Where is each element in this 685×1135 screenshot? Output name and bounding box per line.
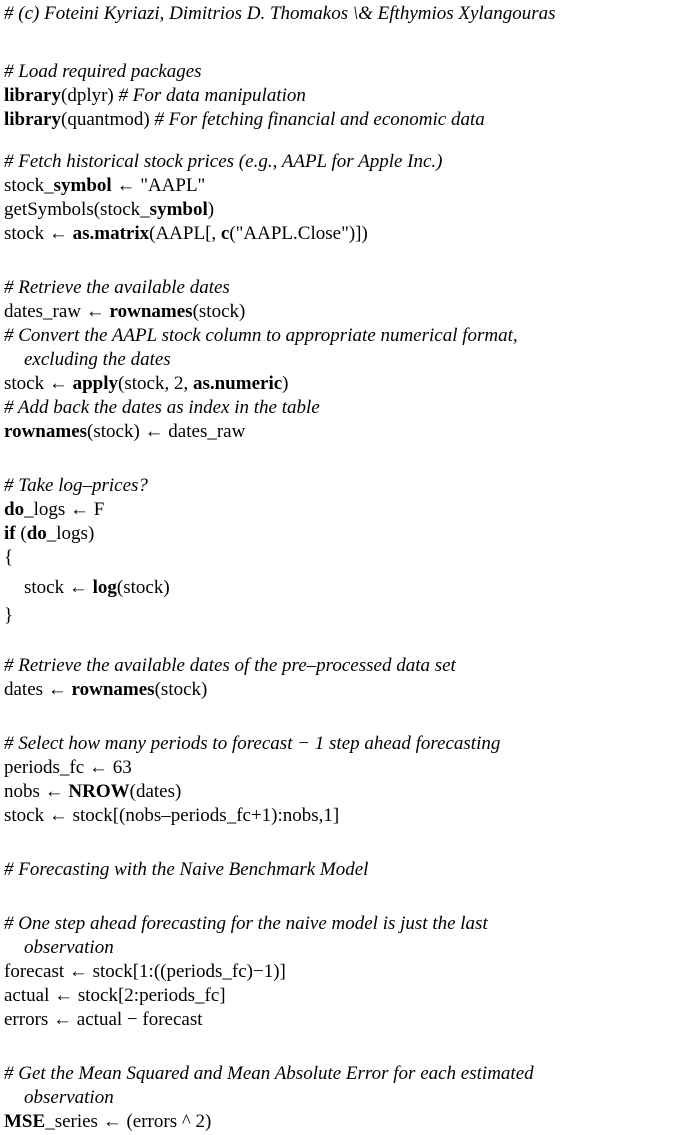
code-keyword: symbol [149, 199, 208, 220]
code-comment: # Add back the dates as index in the table [4, 397, 320, 418]
code-text: (dplyr) [61, 85, 119, 106]
code-comment: excluding the dates [24, 349, 171, 370]
code-comment: # For fetching financial and economic data [154, 109, 485, 130]
code-line [4, 372, 288, 396]
code-keyword: library [4, 85, 61, 106]
code-text: (AAPL[, [149, 223, 221, 244]
code-text: { [4, 547, 14, 568]
code-line [4, 522, 94, 546]
code-keyword: if [4, 523, 16, 544]
code-text: (stock) [154, 679, 208, 700]
code-line [4, 498, 104, 522]
code-text: stock ← stock[(nobs–periods_fc+1):nobs,1] [4, 805, 340, 826]
code-comment: # Get the Mean Squared and Mean Absolute Error for each estimated [4, 1063, 534, 1084]
code-line [4, 780, 181, 804]
code-line [4, 198, 214, 222]
code-text: getSymbols(stock_ [4, 199, 150, 220]
code-line [4, 60, 202, 84]
code-comment: # (c) Foteini Kyriazi, Dimitrios D. Thomakos \& Efthymios Xylangouras [4, 3, 556, 24]
code-text: (stock) [192, 301, 246, 322]
code-text: actual ← stock[2:periods_fc] [4, 985, 226, 1006]
code-text: dates ← [4, 679, 72, 700]
code-line [4, 348, 171, 372]
code-line [4, 960, 286, 984]
code-text: ("AAPL.Close")]) [229, 223, 368, 244]
code-text: errors ← actual − forecast [4, 1009, 203, 1030]
code-text: _logs ← F [24, 499, 105, 520]
code-line [4, 108, 485, 132]
code-text: dates_raw ← [4, 301, 110, 322]
code-comment: # Fetch historical stock prices (e.g., AAPL for Apple Inc.) [4, 151, 443, 172]
code-comment: # Select how many periods to forecast − 1 step ahead forecasting [4, 733, 501, 754]
code-line [4, 324, 518, 348]
code-line [4, 804, 339, 828]
code-line [4, 474, 148, 498]
code-comment: observation [24, 937, 114, 958]
code-line [4, 546, 13, 570]
code-text: stock ← [4, 373, 73, 394]
code-line [4, 396, 320, 420]
code-line [4, 150, 443, 174]
code-comment: # Forecasting with the Naive Benchmark Model [4, 859, 369, 880]
code-keyword: log [92, 577, 117, 598]
code-keyword: rownames [71, 679, 155, 700]
code-keyword: c [220, 223, 230, 244]
code-text: (dates) [129, 781, 182, 802]
code-line [4, 300, 245, 324]
code-keyword: as.matrix [72, 223, 150, 244]
code-line [4, 84, 306, 108]
code-text: ← "AAPL" [111, 175, 206, 196]
code-keyword: rownames [109, 301, 193, 322]
code-text: _series ← (errors ^ 2) [45, 1111, 212, 1132]
code-line [4, 1110, 211, 1134]
code-line [4, 936, 114, 960]
code-text: (quantmod) [61, 109, 155, 130]
code-keyword: rownames [4, 421, 88, 442]
code-line [4, 1062, 534, 1086]
code-line [4, 1086, 114, 1110]
code-line [4, 858, 368, 882]
code-text: ) [207, 199, 215, 220]
code-comment: # For data manipulation [118, 85, 306, 106]
code-text: ( [15, 523, 27, 544]
code-line [4, 222, 368, 246]
code-text: stock ← [4, 223, 73, 244]
code-line [4, 654, 456, 678]
code-comment: observation [24, 1087, 114, 1108]
code-line [4, 984, 226, 1008]
code-line [4, 420, 245, 444]
code-text: ) [282, 373, 289, 394]
code-text: nobs ← [4, 781, 69, 802]
code-text: stock ← [24, 577, 93, 598]
code-keyword: do [4, 499, 25, 520]
code-keyword: NROW [68, 781, 130, 802]
code-comment: # Load required packages [4, 61, 202, 82]
code-text: (stock) ← dates_raw [87, 421, 246, 442]
code-text: _logs) [46, 523, 95, 544]
code-comment: # Retrieve the available dates of the pre–processed data set [4, 655, 456, 676]
code-line [4, 576, 170, 600]
code-line [4, 732, 500, 756]
code-text: stock_ [4, 175, 54, 196]
code-comment: # Retrieve the available dates [4, 277, 230, 298]
code-keyword: library [4, 109, 61, 130]
code-line [4, 756, 132, 780]
code-keyword: do [26, 523, 47, 544]
code-comment: # Take log–prices? [4, 475, 148, 496]
code-comment: # Convert the AAPL stock column to appropriate numerical format, [4, 325, 518, 346]
code-line [4, 678, 207, 702]
code-line [4, 1008, 203, 1032]
code-keyword: apply [72, 373, 119, 394]
code-text: periods_fc ← 63 [4, 757, 132, 778]
code-text: } [4, 605, 14, 626]
code-keyword: MSE [4, 1111, 46, 1132]
code-line [4, 912, 488, 936]
code-keyword: symbol [53, 175, 112, 196]
code-text: forecast ← stock[1:((periods_fc)−1)] [4, 961, 286, 982]
code-text: (stock) [116, 577, 170, 598]
code-line [4, 604, 13, 628]
code-line [4, 276, 230, 300]
code-comment: # One step ahead forecasting for the naive model is just the last [4, 913, 488, 934]
code-keyword: as.numeric [192, 373, 283, 394]
code-line [4, 174, 205, 198]
code-line [4, 2, 556, 26]
code-text: (stock, 2, [118, 373, 193, 394]
